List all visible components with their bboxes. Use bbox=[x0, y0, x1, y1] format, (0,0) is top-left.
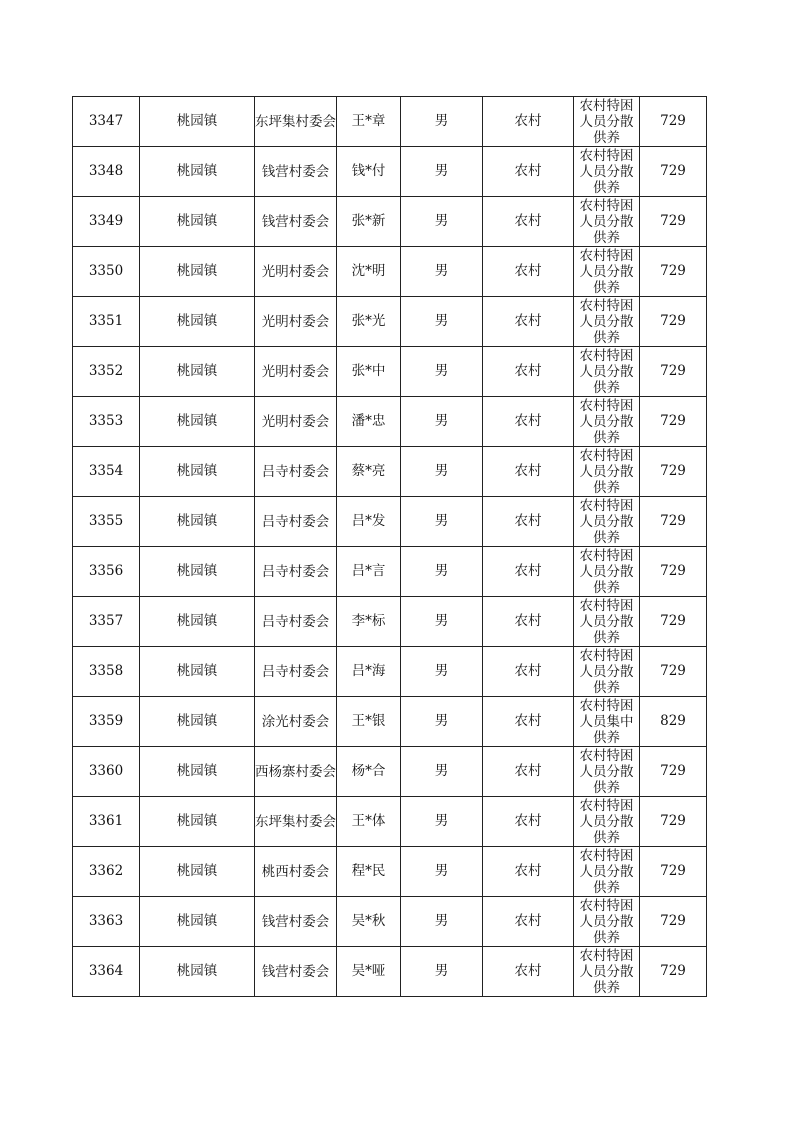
name-cell: 杨*合 bbox=[337, 747, 401, 797]
area-type-cell: 农村 bbox=[483, 147, 574, 197]
serial-number-cell: 3351 bbox=[73, 297, 140, 347]
amount-cell: 729 bbox=[640, 847, 707, 897]
town-cell: 桃园镇 bbox=[140, 297, 255, 347]
gender-cell: 男 bbox=[401, 647, 483, 697]
amount-cell: 729 bbox=[640, 297, 707, 347]
town-cell: 桃园镇 bbox=[140, 247, 255, 297]
support-category-cell bbox=[574, 847, 640, 897]
table-row bbox=[73, 447, 707, 497]
amount-cell: 729 bbox=[640, 547, 707, 597]
village-committee-cell: 钱营村委会 bbox=[255, 947, 337, 997]
support-category-text: 农村特困人员分散供养 bbox=[579, 198, 634, 245]
support-category-text: 农村特困人员分散供养 bbox=[579, 948, 634, 995]
town-cell: 桃园镇 bbox=[140, 97, 255, 147]
name-cell: 吕*海 bbox=[337, 647, 401, 697]
name-cell: 王*体 bbox=[337, 797, 401, 847]
area-type-cell: 农村 bbox=[483, 847, 574, 897]
table-row bbox=[73, 847, 707, 897]
support-category-cell bbox=[574, 447, 640, 497]
town-cell: 桃园镇 bbox=[140, 547, 255, 597]
name-cell: 张*新 bbox=[337, 197, 401, 247]
gender-cell: 男 bbox=[401, 947, 483, 997]
serial-number-cell: 3356 bbox=[73, 547, 140, 597]
village-committee-cell: 吕寺村委会 bbox=[255, 597, 337, 647]
town-cell: 桃园镇 bbox=[140, 497, 255, 547]
serial-number-cell: 3360 bbox=[73, 747, 140, 797]
gender-cell: 男 bbox=[401, 897, 483, 947]
table-body bbox=[73, 97, 707, 997]
serial-number-cell: 3363 bbox=[73, 897, 140, 947]
town-cell: 桃园镇 bbox=[140, 347, 255, 397]
gender-cell: 男 bbox=[401, 797, 483, 847]
amount-cell: 729 bbox=[640, 397, 707, 447]
village-committee-cell: 东坪集村委会 bbox=[255, 97, 337, 147]
area-type-cell: 农村 bbox=[483, 247, 574, 297]
serial-number-cell: 3350 bbox=[73, 247, 140, 297]
name-cell: 钱*付 bbox=[337, 147, 401, 197]
town-cell: 桃园镇 bbox=[140, 197, 255, 247]
village-committee-cell: 涂光村委会 bbox=[255, 697, 337, 747]
gender-cell: 男 bbox=[401, 397, 483, 447]
table-row bbox=[73, 247, 707, 297]
support-category-cell bbox=[574, 397, 640, 447]
support-category-cell bbox=[574, 497, 640, 547]
serial-number-cell: 3357 bbox=[73, 597, 140, 647]
name-cell: 沈*明 bbox=[337, 247, 401, 297]
support-category-text: 农村特困人员分散供养 bbox=[579, 748, 634, 795]
name-cell: 程*民 bbox=[337, 847, 401, 897]
serial-number-cell: 3352 bbox=[73, 347, 140, 397]
village-committee-cell: 光明村委会 bbox=[255, 397, 337, 447]
table-row bbox=[73, 747, 707, 797]
support-category-cell bbox=[574, 547, 640, 597]
village-committee-cell: 吕寺村委会 bbox=[255, 547, 337, 597]
amount-cell: 729 bbox=[640, 97, 707, 147]
serial-number-cell: 3364 bbox=[73, 947, 140, 997]
support-category-text: 农村特困人员分散供养 bbox=[579, 298, 634, 345]
support-category-text: 农村特困人员分散供养 bbox=[579, 798, 634, 845]
amount-cell: 729 bbox=[640, 947, 707, 997]
support-category-cell bbox=[574, 97, 640, 147]
name-cell: 王*银 bbox=[337, 697, 401, 747]
amount-cell: 729 bbox=[640, 497, 707, 547]
support-category-cell bbox=[574, 147, 640, 197]
gender-cell: 男 bbox=[401, 247, 483, 297]
table-row bbox=[73, 897, 707, 947]
support-category-text: 农村特困人员分散供养 bbox=[579, 148, 634, 195]
amount-cell: 729 bbox=[640, 147, 707, 197]
town-cell: 桃园镇 bbox=[140, 797, 255, 847]
area-type-cell: 农村 bbox=[483, 97, 574, 147]
support-category-text: 农村特困人员分散供养 bbox=[579, 248, 634, 295]
gender-cell: 男 bbox=[401, 147, 483, 197]
serial-number-cell: 3359 bbox=[73, 697, 140, 747]
amount-cell: 729 bbox=[640, 347, 707, 397]
support-category-text: 农村特困人员分散供养 bbox=[579, 498, 634, 545]
town-cell: 桃园镇 bbox=[140, 397, 255, 447]
village-committee-cell: 吕寺村委会 bbox=[255, 447, 337, 497]
name-cell: 蔡*亮 bbox=[337, 447, 401, 497]
town-cell: 桃园镇 bbox=[140, 947, 255, 997]
area-type-cell: 农村 bbox=[483, 897, 574, 947]
name-cell: 张*中 bbox=[337, 347, 401, 397]
table-row bbox=[73, 497, 707, 547]
area-type-cell: 农村 bbox=[483, 647, 574, 697]
support-category-text: 农村特困人员分散供养 bbox=[579, 848, 634, 895]
area-type-cell: 农村 bbox=[483, 497, 574, 547]
gender-cell: 男 bbox=[401, 347, 483, 397]
town-cell: 桃园镇 bbox=[140, 647, 255, 697]
name-cell: 吕*言 bbox=[337, 547, 401, 597]
table-row bbox=[73, 547, 707, 597]
support-category-cell bbox=[574, 647, 640, 697]
village-committee-cell: 钱营村委会 bbox=[255, 897, 337, 947]
gender-cell: 男 bbox=[401, 547, 483, 597]
support-category-text: 农村特困人员分散供养 bbox=[579, 598, 634, 645]
serial-number-cell: 3353 bbox=[73, 397, 140, 447]
gender-cell: 男 bbox=[401, 447, 483, 497]
area-type-cell: 农村 bbox=[483, 347, 574, 397]
area-type-cell: 农村 bbox=[483, 447, 574, 497]
amount-cell: 729 bbox=[640, 197, 707, 247]
support-category-cell bbox=[574, 347, 640, 397]
gender-cell: 男 bbox=[401, 747, 483, 797]
village-committee-cell: 光明村委会 bbox=[255, 247, 337, 297]
table-row bbox=[73, 697, 707, 747]
town-cell: 桃园镇 bbox=[140, 897, 255, 947]
support-category-text: 农村特困人员分散供养 bbox=[579, 398, 634, 445]
village-committee-cell: 桃西村委会 bbox=[255, 847, 337, 897]
town-cell: 桃园镇 bbox=[140, 147, 255, 197]
support-category-text: 农村特困人员分散供养 bbox=[579, 648, 634, 695]
area-type-cell: 农村 bbox=[483, 797, 574, 847]
serial-number-cell: 3362 bbox=[73, 847, 140, 897]
support-category-cell bbox=[574, 947, 640, 997]
village-committee-cell: 钱营村委会 bbox=[255, 197, 337, 247]
town-cell: 桃园镇 bbox=[140, 847, 255, 897]
gender-cell: 男 bbox=[401, 697, 483, 747]
table-row bbox=[73, 797, 707, 847]
support-category-cell bbox=[574, 597, 640, 647]
name-cell: 吴*秋 bbox=[337, 897, 401, 947]
table-row bbox=[73, 947, 707, 997]
support-category-cell bbox=[574, 197, 640, 247]
name-cell: 吴*哑 bbox=[337, 947, 401, 997]
table-row bbox=[73, 147, 707, 197]
area-type-cell: 农村 bbox=[483, 697, 574, 747]
table-row bbox=[73, 347, 707, 397]
village-committee-cell: 吕寺村委会 bbox=[255, 647, 337, 697]
name-cell: 张*光 bbox=[337, 297, 401, 347]
area-type-cell: 农村 bbox=[483, 397, 574, 447]
village-committee-cell: 吕寺村委会 bbox=[255, 497, 337, 547]
village-committee-cell: 光明村委会 bbox=[255, 297, 337, 347]
town-cell: 桃园镇 bbox=[140, 597, 255, 647]
gender-cell: 男 bbox=[401, 197, 483, 247]
amount-cell: 729 bbox=[640, 597, 707, 647]
serial-number-cell: 3348 bbox=[73, 147, 140, 197]
village-committee-cell: 光明村委会 bbox=[255, 347, 337, 397]
support-category-cell bbox=[574, 697, 640, 747]
support-category-cell bbox=[574, 247, 640, 297]
support-category-cell bbox=[574, 797, 640, 847]
support-category-cell bbox=[574, 747, 640, 797]
serial-number-cell: 3349 bbox=[73, 197, 140, 247]
town-cell: 桃园镇 bbox=[140, 447, 255, 497]
serial-number-cell: 3355 bbox=[73, 497, 140, 547]
relief-recipient-table bbox=[72, 96, 707, 997]
support-category-text: 农村特困人员集中供养 bbox=[579, 698, 634, 745]
area-type-cell: 农村 bbox=[483, 747, 574, 797]
amount-cell: 829 bbox=[640, 697, 707, 747]
support-category-cell bbox=[574, 297, 640, 347]
table-row bbox=[73, 397, 707, 447]
area-type-cell: 农村 bbox=[483, 197, 574, 247]
table-row bbox=[73, 197, 707, 247]
table-row bbox=[73, 297, 707, 347]
area-type-cell: 农村 bbox=[483, 597, 574, 647]
gender-cell: 男 bbox=[401, 297, 483, 347]
area-type-cell: 农村 bbox=[483, 547, 574, 597]
amount-cell: 729 bbox=[640, 747, 707, 797]
gender-cell: 男 bbox=[401, 97, 483, 147]
serial-number-cell: 3358 bbox=[73, 647, 140, 697]
amount-cell: 729 bbox=[640, 897, 707, 947]
support-category-text: 农村特困人员分散供养 bbox=[579, 548, 634, 595]
gender-cell: 男 bbox=[401, 847, 483, 897]
serial-number-cell: 3354 bbox=[73, 447, 140, 497]
town-cell: 桃园镇 bbox=[140, 697, 255, 747]
amount-cell: 729 bbox=[640, 247, 707, 297]
table-row bbox=[73, 597, 707, 647]
support-category-text: 农村特困人员分散供养 bbox=[579, 898, 634, 945]
village-committee-cell: 钱营村委会 bbox=[255, 147, 337, 197]
amount-cell: 729 bbox=[640, 447, 707, 497]
town-cell: 桃园镇 bbox=[140, 747, 255, 797]
support-category-text: 农村特困人员分散供养 bbox=[579, 448, 634, 495]
support-category-text: 农村特困人员分散供养 bbox=[579, 98, 634, 145]
table-row bbox=[73, 647, 707, 697]
name-cell: 潘*忠 bbox=[337, 397, 401, 447]
name-cell: 王*章 bbox=[337, 97, 401, 147]
amount-cell: 729 bbox=[640, 797, 707, 847]
village-committee-cell: 东坪集村委会 bbox=[255, 797, 337, 847]
serial-number-cell: 3347 bbox=[73, 97, 140, 147]
gender-cell: 男 bbox=[401, 497, 483, 547]
name-cell: 李*标 bbox=[337, 597, 401, 647]
serial-number-cell: 3361 bbox=[73, 797, 140, 847]
support-category-cell bbox=[574, 897, 640, 947]
table-row bbox=[73, 97, 707, 147]
area-type-cell: 农村 bbox=[483, 297, 574, 347]
village-committee-cell: 西杨寨村委会 bbox=[255, 747, 337, 797]
name-cell: 吕*发 bbox=[337, 497, 401, 547]
gender-cell: 男 bbox=[401, 597, 483, 647]
area-type-cell: 农村 bbox=[483, 947, 574, 997]
support-category-text: 农村特困人员分散供养 bbox=[579, 348, 634, 395]
amount-cell: 729 bbox=[640, 647, 707, 697]
